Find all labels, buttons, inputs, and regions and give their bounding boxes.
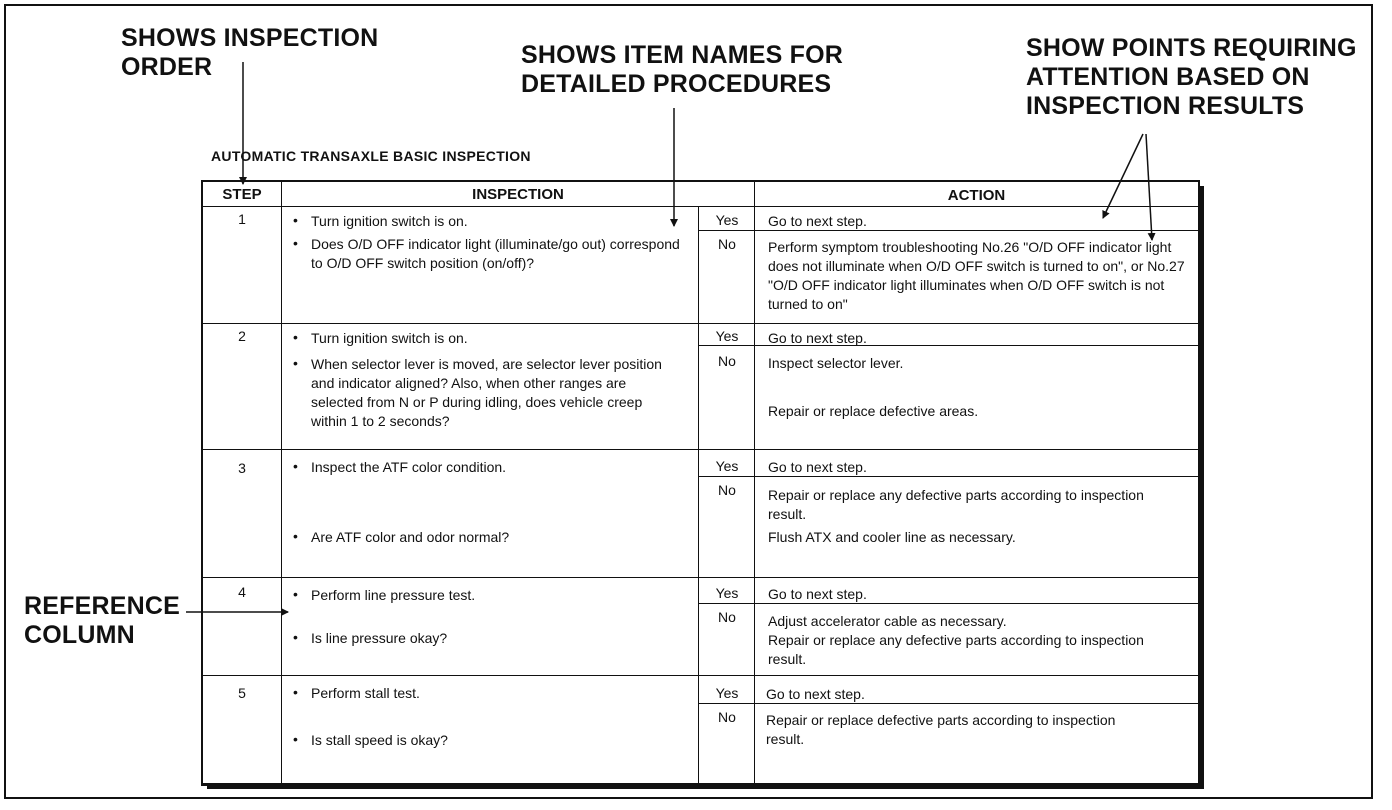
inspection-item: • Inspect the ATF color condition.	[311, 458, 691, 477]
no-action: Repair or replace defective parts according to inspection result.	[766, 712, 1116, 747]
row-divider	[202, 449, 1198, 450]
yes-action: Go to next step.	[768, 213, 867, 229]
no-label: No	[718, 236, 736, 252]
header-action: ACTION	[947, 187, 1006, 204]
row-divider	[202, 675, 1198, 676]
callout-line: DETAILED PROCEDURES	[521, 70, 832, 98]
step-number: 4	[238, 584, 246, 600]
inspection-item: • Perform stall test.	[311, 684, 691, 703]
callout-line: SHOWS ITEM NAMES FOR	[521, 41, 844, 69]
inspection-item: • Perform line pressure test.	[311, 586, 691, 605]
row-divider	[202, 323, 1198, 324]
row-divider	[202, 577, 1198, 578]
yes-label: Yes	[715, 585, 739, 601]
callout-line: SHOW POINTS REQUIRING	[1026, 34, 1357, 62]
yes-label: Yes	[715, 328, 739, 344]
no-action: Repair or replace any defective parts according to inspection result.	[768, 487, 1144, 522]
yes-label: Yes	[715, 458, 739, 474]
yes-action: Go to next step.	[766, 686, 865, 702]
inspection-item: • Are ATF color and odor normal?	[311, 528, 691, 547]
yes-action: Go to next step.	[768, 459, 867, 475]
inspection-item: • Is line pressure okay?	[311, 629, 691, 648]
no-action: Adjust accelerator cable as necessary.	[768, 613, 1007, 629]
header-inspection: INSPECTION	[472, 186, 564, 203]
no-action-extra: Flush ATX and cooler line as necessary.	[768, 529, 1016, 545]
table-title: AUTOMATIC TRANSAXLE BASIC INSPECTION	[211, 148, 531, 164]
no-label: No	[718, 482, 736, 498]
inspection-item: • Turn ignition switch is on.	[311, 212, 691, 231]
inspection-item: • Turn ignition switch is on.	[311, 329, 691, 348]
step-number: 5	[238, 685, 246, 701]
callout-line: ATTENTION BASED ON	[1026, 63, 1310, 91]
no-action: Inspect selector lever.	[768, 355, 904, 371]
yes-action: Go to next step.	[768, 586, 867, 602]
no-action-extra: Repair or replace defective areas.	[768, 403, 979, 419]
header-step: STEP	[222, 186, 262, 203]
yes-label: Yes	[715, 212, 739, 228]
yes-action: Go to next step.	[768, 330, 867, 346]
callout-line: COLUMN	[24, 621, 135, 649]
callout-line: SHOWS INSPECTION	[121, 24, 379, 52]
callout-line: ORDER	[121, 53, 213, 81]
step-number: 2	[238, 328, 246, 344]
inspection-item: • When selector lever is moved, are selector lever position and indicator aligned? Also, when other ranges are selected from N or P during idling, does vehicle creep within 1 to 2 seconds?	[311, 355, 671, 431]
inspection-item: • Is stall speed is okay?	[311, 731, 691, 750]
step-number: 3	[238, 460, 246, 476]
callout-line: REFERENCE	[24, 592, 180, 620]
no-label: No	[718, 353, 736, 369]
no-action-extra: Repair or replace any defective parts according to inspection result.	[768, 632, 1144, 667]
no-action: Perform symptom troubleshooting No.26 "O/D OFF indicator light does not illuminate when O/D OFF switch is turned to on", or No.27 "O/D OFF indicator light illuminates when O/D OFF switch is not turned to on"	[768, 239, 1185, 312]
row-divider	[202, 206, 1198, 207]
step-number: 1	[238, 211, 246, 227]
inspection-item: • Does O/D OFF indicator light (illuminate/go out) correspond to O/D OFF switch position (on/off)?	[311, 235, 691, 273]
yes-label: Yes	[715, 685, 739, 701]
no-label: No	[718, 709, 736, 725]
no-label: No	[718, 609, 736, 625]
callout-line: INSPECTION RESULTS	[1026, 92, 1305, 120]
